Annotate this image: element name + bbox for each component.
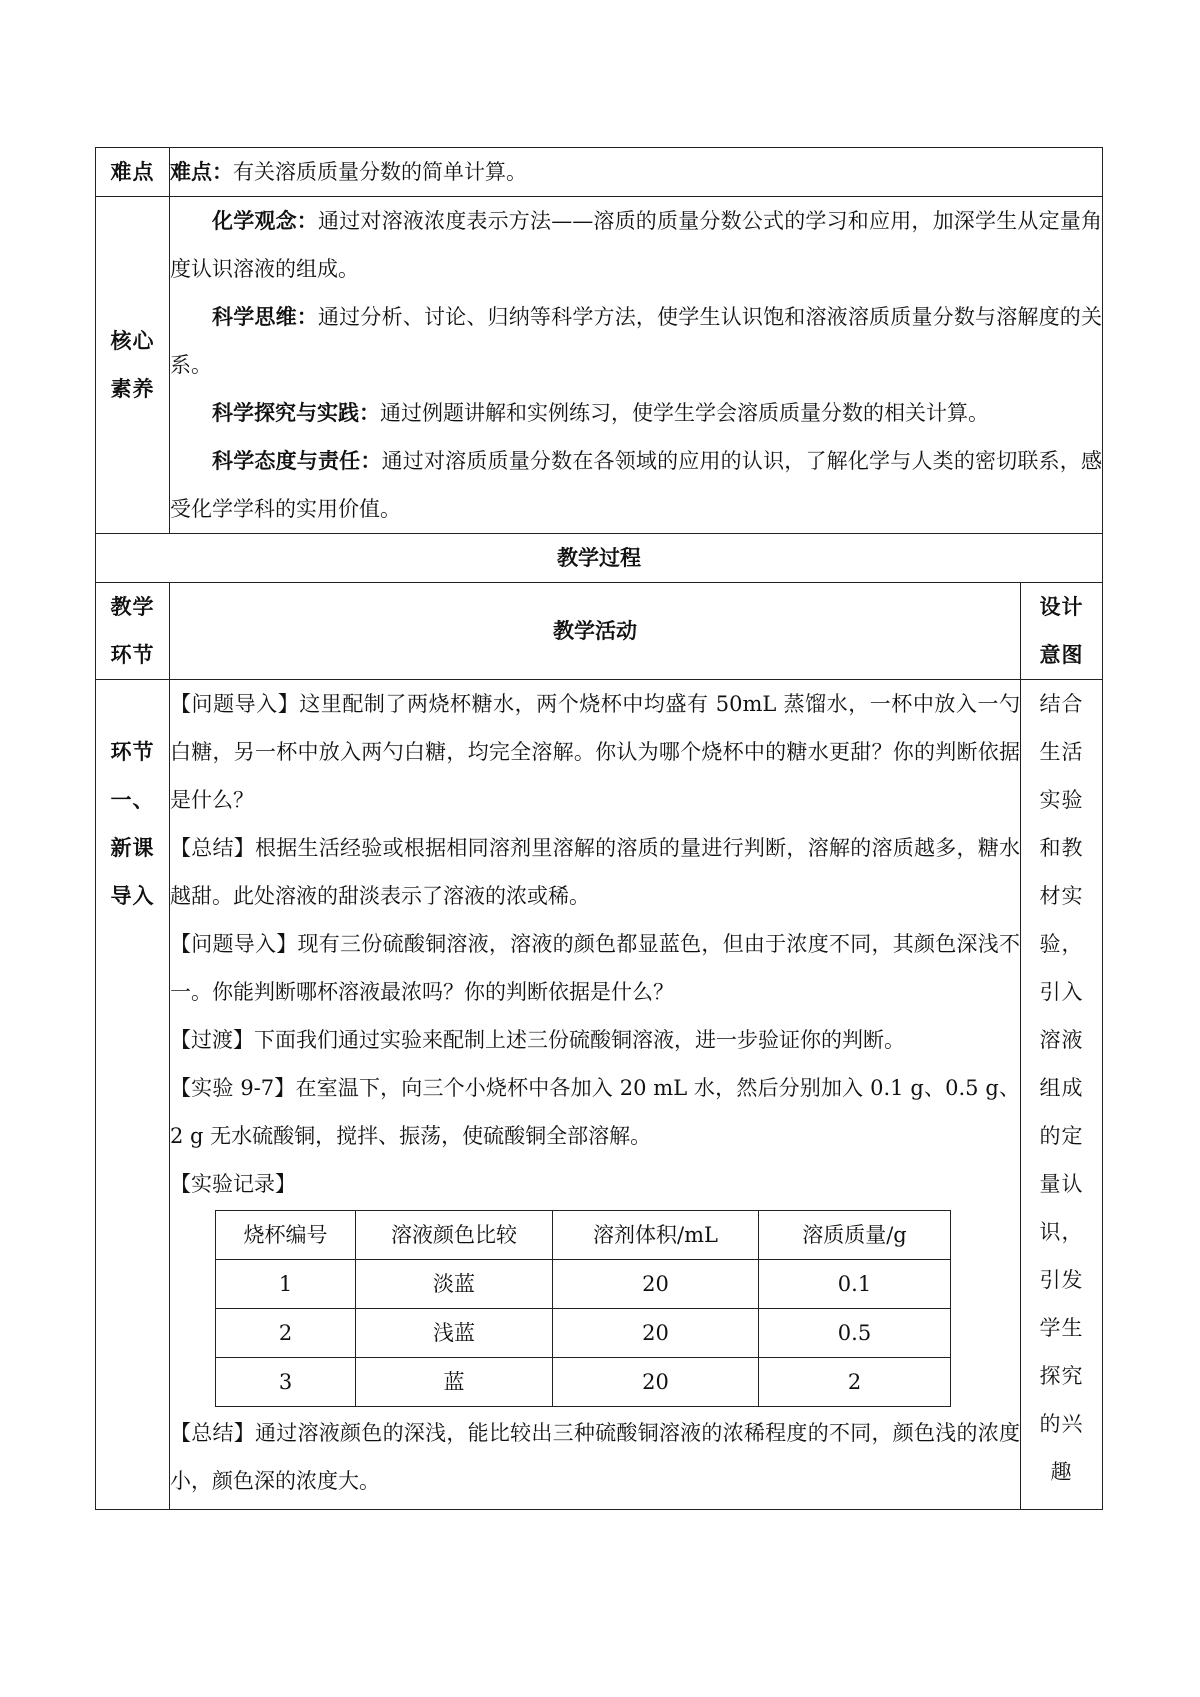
activity-summary: 【总结】通过溶液颜色的深浅，能比较出三种硫酸铜溶液的浓稀程度的不同，颜色浅的浓度小，颜色深的浓度大。	[170, 1421, 1020, 1493]
table-row	[216, 1309, 951, 1358]
literacy-item-text: 通过对溶液浓度表示方法——溶质的质量分数公式的学习和应用，加深学生从定量角度认识溶液的组成。	[170, 209, 1102, 281]
literacy-item-inquiry	[170, 389, 1102, 437]
experiment-record-table	[215, 1210, 951, 1407]
col-header-stage-text: 教学环节	[110, 594, 155, 667]
difficulty-label: 难点：	[170, 159, 233, 184]
core-literacy-row	[96, 197, 1103, 534]
literacy-item-label: 化学观念：	[212, 208, 318, 233]
difficulty-row-label	[96, 148, 170, 197]
literacy-item-label: 科学思维：	[212, 304, 318, 329]
stage1-label	[96, 680, 170, 1510]
literacy-item-text: 通过分析、讨论、归纳等科学方法，使学生认识饱和溶液溶质质量分数与溶解度的关系。	[170, 305, 1103, 377]
activity-paragraph: 【问题导入】这里配制了两烧杯糖水，两个烧杯中均盛有 50mL 蒸馏水，一杯中放入一勺白糖，另一杯中放入两勺白糖，均完全溶解。你认为哪个烧杯中的糖水更甜？你的判断依据是什么？	[170, 692, 1020, 812]
record-cell: 0.1	[759, 1260, 951, 1309]
literacy-item-attitude	[170, 437, 1102, 533]
record-header-cell: 烧杯编号	[216, 1211, 356, 1260]
table-row	[216, 1260, 951, 1309]
process-title-row	[96, 534, 1103, 583]
difficulty-row-label-text: 难点	[110, 159, 155, 184]
col-header-activity	[170, 583, 1021, 680]
difficulty-row	[96, 148, 1103, 197]
activity-paragraph: 【问题导入】现有三份硫酸铜溶液，溶液的颜色都显蓝色，但由于浓度不同，其颜色深浅不一。你能判断哪杯溶液最浓吗？你的判断依据是什么？	[170, 932, 1020, 1004]
record-cell: 20	[553, 1358, 759, 1407]
col-header-activity-text: 教学活动	[553, 618, 637, 643]
core-literacy-label-text: 核心素养	[110, 328, 155, 401]
record-cell: 3	[216, 1358, 356, 1407]
activity-paragraph: 【总结】根据生活经验或根据相同溶剂里溶解的溶质的量进行判断，溶解的溶质越多，糖水越甜。此处溶液的甜淡表示了溶液的浓或稀。	[170, 836, 1020, 908]
process-header-row	[96, 583, 1103, 680]
activity-paragraph: 【实验 9-7】在室温下，向三个小烧杯中各加入 20 mL 水，然后分别加入 0.1 g、0.5 g、2 g 无水硫酸铜，搅拌、振荡，使硫酸铜全部溶解。	[170, 1076, 1020, 1148]
stage1-intent-text: 结合生活实验和教材实验，引入溶液组成的定量认识，引发学生探究的兴趣	[1039, 692, 1084, 1484]
record-cell: 20	[553, 1260, 759, 1309]
difficulty-content	[170, 148, 1103, 197]
literacy-item-text: 通过对溶质质量分数在各领域的应用的认识，了解化学与人类的密切联系，感受化学学科的实用价值。	[170, 449, 1102, 521]
record-header-cell: 溶剂体积/mL	[553, 1211, 759, 1260]
record-table-header-row	[216, 1211, 951, 1260]
record-cell: 20	[553, 1309, 759, 1358]
activity-paragraph: 【过渡】下面我们通过实验来配制上述三份硫酸铜溶液，进一步验证你的判断。	[170, 1028, 905, 1052]
stage1-activity	[170, 680, 1021, 1510]
record-header-cell: 溶质质量/g	[759, 1211, 951, 1260]
process-title	[96, 534, 1103, 583]
record-cell: 1	[216, 1260, 356, 1309]
process-title-text: 教学过程	[557, 545, 641, 570]
core-literacy-content	[170, 197, 1103, 534]
literacy-item-concept	[170, 197, 1102, 293]
record-cell: 浅蓝	[356, 1309, 553, 1358]
difficulty-text: 有关溶质质量分数的简单计算。	[233, 160, 527, 184]
record-cell: 0.5	[759, 1309, 951, 1358]
literacy-item-label: 科学探究与实践：	[212, 400, 380, 425]
record-cell: 淡蓝	[356, 1260, 553, 1309]
record-header-cell: 溶液颜色比较	[356, 1211, 553, 1260]
core-literacy-label	[96, 197, 170, 534]
col-header-intent	[1021, 583, 1103, 680]
stage1-row	[96, 680, 1103, 1510]
lesson-plan-table	[95, 147, 1103, 1510]
table-row	[216, 1358, 951, 1407]
activity-paragraph: 【实验记录】	[170, 1172, 296, 1196]
col-header-intent-text: 设计意图	[1039, 594, 1084, 667]
literacy-item-thinking	[170, 293, 1102, 389]
record-cell: 蓝	[356, 1358, 553, 1407]
stage1-label-text: 环节一、新课导入	[110, 739, 155, 908]
stage1-intent	[1021, 680, 1103, 1510]
record-cell: 2	[759, 1358, 951, 1407]
record-cell: 2	[216, 1309, 356, 1358]
literacy-item-label: 科学态度与责任：	[212, 448, 382, 473]
col-header-stage	[96, 583, 170, 680]
literacy-item-text: 通过例题讲解和实例练习，使学生学会溶质质量分数的相关计算。	[380, 401, 989, 425]
